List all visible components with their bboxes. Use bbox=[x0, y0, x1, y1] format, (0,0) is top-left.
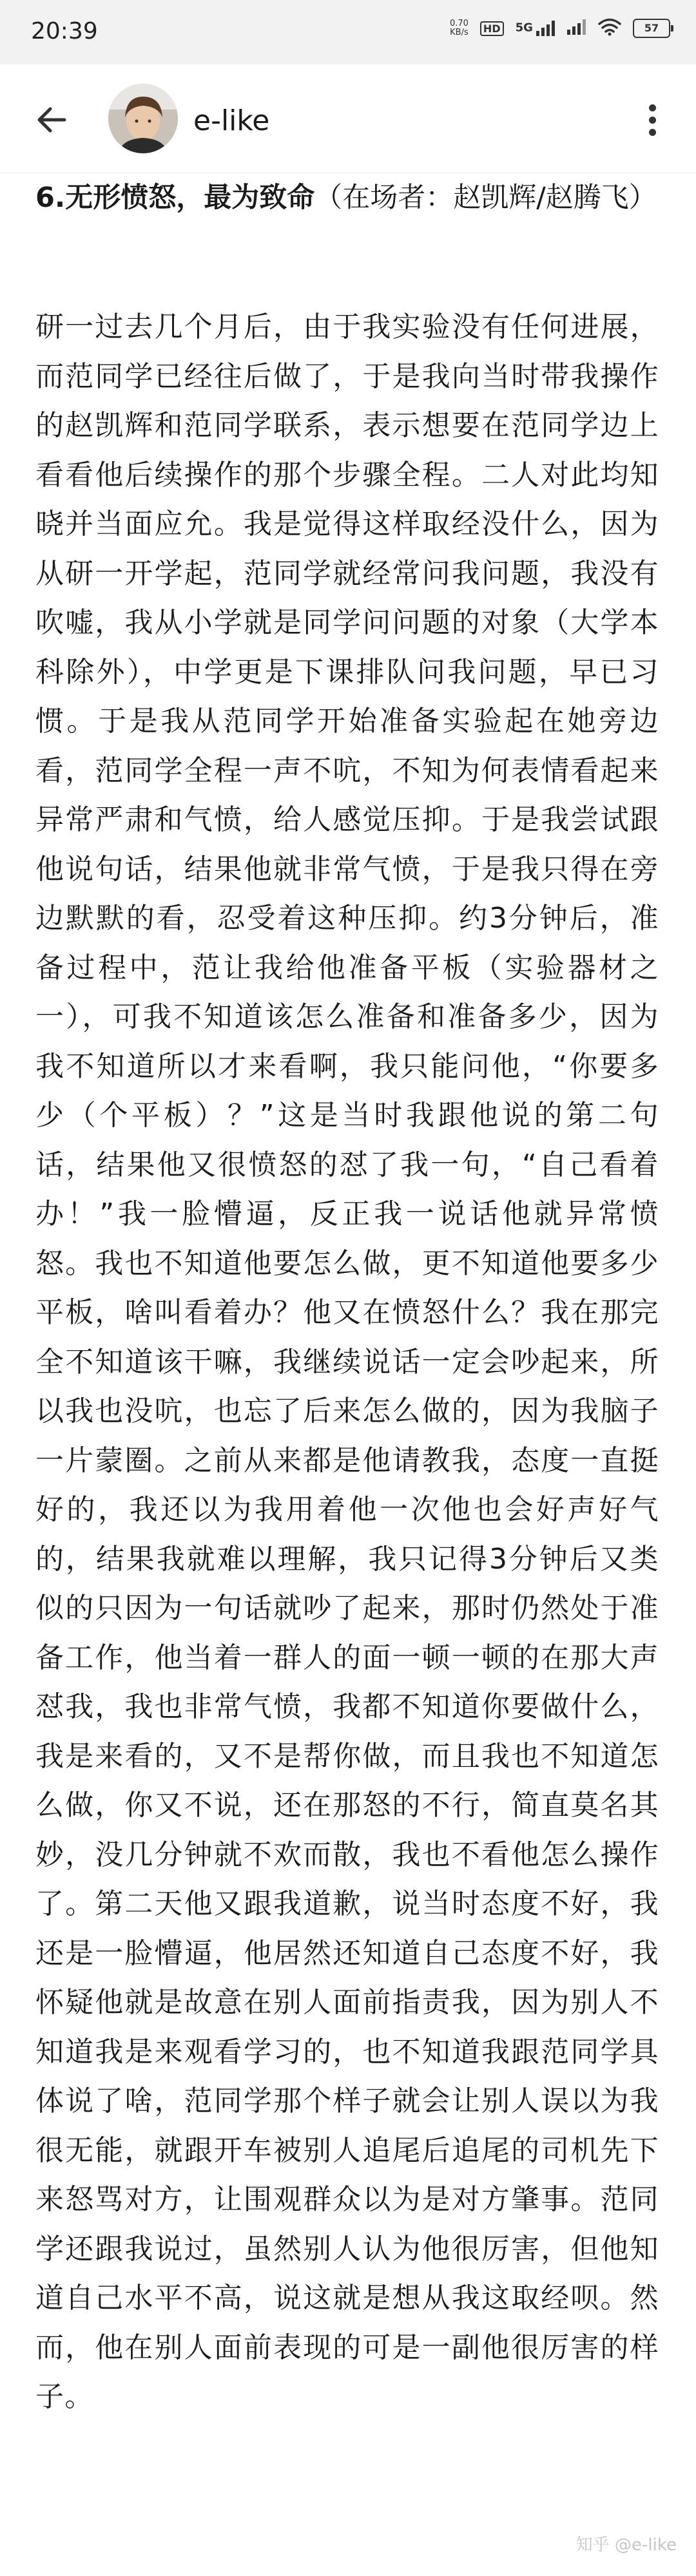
app-bar bbox=[0, 64, 696, 173]
zhihu-watermark: 知乎 @e-like bbox=[575, 2535, 677, 2555]
network-type-label: 5G bbox=[515, 21, 533, 35]
back-arrow-icon bbox=[35, 103, 68, 137]
back-button[interactable] bbox=[28, 97, 75, 143]
article-paragraph: 研一过去几个月后，由于我实验没有任何进展，而范同学已经往后做了，于是我向当时带我操作的赵凯辉和范同学联系，表示想要在范同学边上看看他后续操作的那个步骤全程。二人对此均知晓并当面应允。我是觉得这样取经没什么，因为从研一开学起，范同学就经常问我问题，我没有吹嘘，我从小学就是同学问问题的对象（大学本科除外），中学更是下课排队问我问题，早已习惯。于是我从范同学开始准备实验起在她旁边看，范同学全程一声不吭，不知为何表情看起来异常严肃和气愤，给人感觉压抑。于是我尝试跟他说句话，结果他就非常气愤，于是我只得在旁边默默的看，忍受着这种压抑。约3分钟后，准备过程中，范让我给他准备平板（实验器材之一），可我不知道该怎么准备和准备多少，因为我不知道所以才来看啊，我只能问他，“你要多少（个平板）？”这是当时我跟他说的第二句话，结果他又很愤怒的怼了我一句，“自己看着办！”我一脸懵逼，反正我一说话他就异常愤怒。我也不知道他要怎么做，更不知道他要多少平板，啥叫看着办？他又在愤怒什么？我在那完全不知道该干嘛，我继续说话一定会吵起来，所以我也没吭，也忘了后来怎么做的，因为我脑子一片蒙圈。之前从来都是他请教我，态度一直挺好的，我还以为我用着他一次他也会好声好气的，结果我就难以理解，我只记得3分钟后又类似的只因为一句话就吵了起来，那时仍然处于准备工作，他当着一群人的面一顿一顿的在那大声怼我，我也非常气愤，我都不知道你要做什么，我是来看的，又不是帮你做，而且我也不知道怎么做，你又不说，还在那怒的不行，简直莫名其妙，没几分钟就不欢而散，我也不看他怎么操作了。第二天他又跟我道歉，说当时态度不好，我还是一脸懵逼，他居然还知道自己态度不好，我怀疑他就是故意在别人面前指责我，因为别人不知道我是来观看学习的，也不知道我跟范同学具体说了啥，范同学那个样子就会让别人误以为我很无能，就跟开车被别人追尾后追尾的司机先下来怒骂对方，让围观群众以为是对方肇事。范同学还跟我说过，虽然别人认为他很厉害，但他知道自己水平不高，说这就是想从我这取经呗。然而，他在别人面前表现的可是一副他很厉害的样子。 bbox=[35, 310, 659, 2413]
section-title-note: （在场者：赵凯辉/赵腾飞） bbox=[314, 182, 657, 214]
section-title-bold: 6.无形愤怒，最为致命 bbox=[35, 182, 315, 214]
more-dot bbox=[649, 129, 656, 136]
article-content bbox=[35, 175, 659, 2422]
network-speed bbox=[450, 19, 469, 37]
more-dot bbox=[649, 104, 656, 111]
network-speed-value: 0.70 bbox=[449, 19, 469, 28]
signal-icon bbox=[567, 19, 586, 37]
author-name[interactable]: e-like bbox=[193, 104, 270, 137]
wifi-icon bbox=[598, 18, 621, 39]
network-speed-unit: KB/s bbox=[450, 28, 469, 37]
status-bar bbox=[0, 0, 696, 64]
avatar-image bbox=[108, 84, 178, 153]
status-time: 20:39 bbox=[31, 18, 98, 44]
status-icons bbox=[450, 18, 670, 39]
signal-5g-icon bbox=[516, 21, 556, 36]
author-avatar[interactable] bbox=[108, 84, 178, 153]
hd-icon: HD bbox=[480, 21, 504, 36]
more-vertical-icon[interactable] bbox=[639, 97, 665, 143]
section-title bbox=[35, 175, 659, 220]
more-dot bbox=[649, 117, 656, 124]
battery-icon: 57 bbox=[633, 19, 670, 38]
